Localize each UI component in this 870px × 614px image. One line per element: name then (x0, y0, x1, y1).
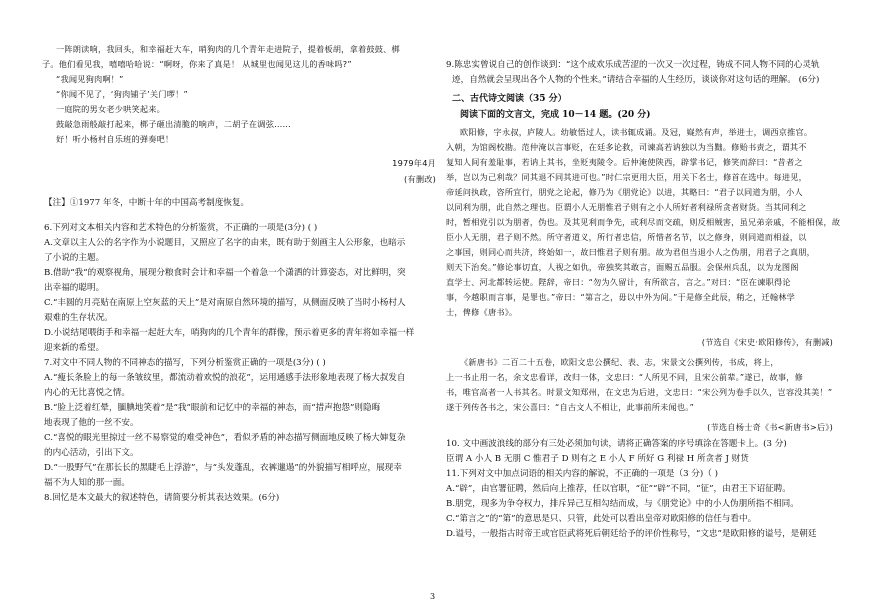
story-line: “你闻不见了，‘狗肉铺子’关门啰！” (56, 89, 188, 99)
passage-line: 入朝，为馆阁校勘。范仲淹以言事贬，在廷多论救，司谏高若讷独以为当黜。修贻书责之，谓其不 (446, 142, 807, 152)
option-d: D.小说结尾喂街手和幸福一起赶大车，哨狗肉的几个青年的群像，预示着更多的青年将如幸福一样 (44, 328, 415, 338)
option-a: A.“辟”，由官署征聘，然后向上推荐，任以官职，“征”“辟”不同，“征”，由君王下诏征聘。 (446, 484, 791, 494)
option-d: D.“一股野气”在那长长的黑睫毛上浮游”，与“头发蓬乱，衣裤邋遢”的外貌描写相呼应，展现幸 (44, 463, 402, 473)
option-a: A.文章以主人公的名字作为小说题目，又照应了名字的由来，既有助于刻画主人公形象，也暗示 (44, 238, 406, 248)
passage-line: 复知人间有羞耻事，若讷上其书，坐贬夷陵令。后仲淹使陕西，辟掌书记，修笑而辞曰：“昔者之 (446, 157, 803, 167)
passage-line: 以同利为朋，此自然之理也。臣谓小人无朋惟君子则有之小人所好者利禄所贪者财货。当其同利之 (446, 202, 807, 212)
passage-line: 直学士、河北都转运使。陛辞，帝曰：“勿为久留计，有所欲言，言之。”对曰：“臣在谏职得论 (446, 277, 791, 287)
option-b-cont: 地表现了他的一丝不安。 (44, 418, 139, 428)
option-c: C.“第言之”的“第”的意思是只、只管，此处可以看出皇帝对欧阳修的信任与看中。 (446, 514, 757, 524)
passage-line: 遂于列传各书之，宋公喜曰：“自古文人不相让，此事前所未闻也。” (446, 402, 695, 412)
question-7-stem: 7.对文中不同人物的不同神态的描写，下列分析鉴赏正确的一项是(3分) ( ) (44, 358, 326, 368)
passage-line: 欧阳修，字永叔，庐陵人。幼敏悟过人，读书辄成诵。及冠，嶷然有声，举进士，调西京推官。 (460, 127, 813, 137)
question-8: 8.回忆是本文最大的叙述特色，请简要分析其表达效果。(6分) (44, 493, 280, 503)
passage-source: (节选自《宋史·欧阳修传》，有删减) (701, 337, 833, 347)
passage-line: 之事国，则同心而共济，终始如一，故曰惟君子则有朋。故为君但当退小人之伪朋，用君子之真朋， (446, 247, 816, 257)
option-a: A.“瘦长条脸上的每一条皱纹里，都流动着欢悦的浪花”，运用通感手法形象地表现了杨大叔发自 (44, 373, 406, 383)
section-title: 二、古代诗文阅读（35 分） (452, 94, 567, 104)
option-d-cont: 迎来新的希望。 (44, 343, 105, 353)
question-6-stem: 6.下列对文本相关内容和艺术特色的分析鉴赏，不正确的一项是(3分) ( ) (44, 223, 318, 233)
footnote: 【注】①1977 年冬，中断十年的中国高考制度恢复。 (44, 198, 250, 208)
passage-line: 帝延问执政，咨所宜行，朋党之论起，修乃为《朋党论》以进，其略曰：“君子以同道为朋，小人 (446, 187, 803, 197)
passage-line: 《新唐书》二百二十五卷，欧阳文忠公撰纪、表、志，宋景文公撰列传，书成，将上， (460, 357, 779, 367)
passage-line: 士，俾修《唐书》。 (446, 307, 518, 317)
question-10: 10. 文中画波浪线的部分有三处必须加句读，请将正确答案的序号填涂在答题卡上。(3 分) (446, 439, 787, 449)
question-11-stem: 11.下列对文中加点词语的相关内容的解说，不正确的一项是（3 分)（ ) (446, 469, 718, 479)
option-b: B.借助“我”的观察视角，展现分粮食时会计和幸福一个着急一个潇洒的计算姿态，对比鲜明，突 (44, 268, 406, 278)
passage-line: 臣小人无朋，君子则不然。所守者道义，所行者忠信，所惜者名节，以之修身，则同道而相益，以 (446, 232, 807, 242)
option-d-cont: 福不为人知的那一面。 (44, 478, 130, 488)
question-9-cont: 迹，自然就会呈现出各个人物的个性来。”请结合幸福的人生经历，谈谈你对这句话的理解。 (6分) (452, 75, 820, 85)
story-line: 子。他们看见我，嘻嘻哈哈说：“啊呀，你来了真是！ 从城里也闻见这儿的香味吗?” (42, 59, 352, 69)
question-9: 9.陈忠实曾说自己的创作谈到：“这个成欢乐成苦涩的一次又一次过程，铸成不同人物不同的心灵轨 (446, 60, 820, 70)
option-b-cont: 出幸福的聪明。 (44, 283, 105, 293)
revision-note: (有删改) (404, 174, 436, 184)
story-line: 好！听小杨村自乐班的弹奏吧！ (56, 134, 174, 144)
question-10-options: 臣谓 A 小人 B 无朋 C 惟君子 D 则有之 E 小人 F 所好 G 利禄 H 所贪者 J 财货 (446, 454, 749, 464)
page-number: 3 (430, 592, 436, 601)
story-line: 一阵朗读响，我回头，和幸福赶大车，哨狗肉的几个青年走进院子，提着板胡，拿着鼓鼓、梆 (56, 44, 400, 54)
option-c-cont: 的内心活动，引出下文。 (44, 448, 139, 458)
story-line: 一庭院的男女老少哄笑起来。 (56, 104, 166, 114)
story-line: 鼓敲急雨般敲打起来，梆子砸出清脆的响声，二胡子在调弦…… (56, 119, 291, 129)
passage-line: 事，今越职而言事，是罪也。”帝曰：“第言之，毋以中外为间。”于是修全此辰，稍之，迁翰林学 (446, 292, 796, 302)
story-date: 1979年4月 (392, 158, 436, 168)
option-c: C.“丰圆的月亮贴在南原上空灰蓝的天上”是对南原自然环境的描写，从侧面反映了当时小杨村人 (44, 298, 406, 308)
option-b: B.“脸上泛着红晕，腼腆地笑着”是“我”眼前和记忆中的幸福的神态，而“措声抱怨”则隐晦 (44, 403, 381, 413)
passage-line: 书，唯官高者一人书其名。时景文知郑州，在文忠为后进，文忠曰：“宋公列为卷手以久，岂容没其美！” (446, 387, 833, 397)
option-d: D.谥号，一般指古时帝王或官臣武将死后朝廷给予的评价性称号，“文忠”是欧阳修的谥号，是朝廷 (446, 529, 817, 539)
passage-source: (节选自杨士奇《书<新唐书>后》) (707, 422, 833, 432)
reading-instructions: 阅读下面的文言文，完成 10－14 题。(20 分) (460, 110, 651, 120)
option-c: C.“喜悦的眼光里掠过一丝不易察觉的难受神色”，看似矛盾的神态描写侧面地反映了杨大婶复杂 (44, 433, 406, 443)
passage-line: 则天下治矣。”修论事切直，人视之如仇，帝独奖其敢言，面赐五品服。会保州兵乱，以为龙图阁 (446, 262, 799, 272)
option-b: B.朋党，现多为争夺权力，排斥异己互相勾结而成，与《朋党论》中的小人伪朋所指不相同。 (446, 499, 799, 509)
option-a-cont: 内心的无比喜悦之情。 (44, 388, 130, 398)
passage-line: 举，岂以为己利哉？同其退不同其进可也。”时仁宗更用大臣，用关下名士，修首在选中。每进见， (446, 172, 808, 182)
passage-line: 上一书止用一名，余文忠看详，改归一体，文忠曰：“人所见不同，且宋公前辈。”遂已，故事，修 (446, 372, 804, 382)
passage-line: 时，暂相党引以为朋者，伪也。及其见利而争先，或利尽而交疏，则反相贼害，虽兄弟亲戚，不能相保，故 (446, 217, 841, 227)
option-c-cont: 艰难的生存状况。 (44, 313, 113, 323)
option-a-cont: 了小说的主题。 (44, 253, 105, 263)
story-line: “我闻见狗肉啊！” (56, 74, 124, 84)
